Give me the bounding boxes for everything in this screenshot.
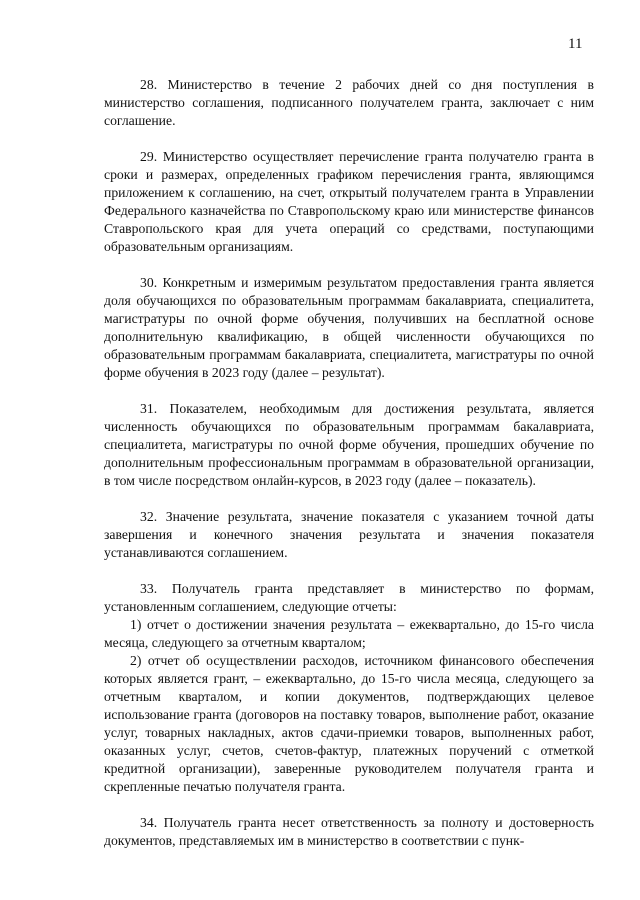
paragraph-30: 30. Конкретным и измеримым результатом предоставления гранта является доля обучающихся по образовательным программам бакалавриата, специалитета, магистратуры по очной форме обучения, получивших на бесплатной основе дополнительную квалификацию, в общей численности обучающихся по образовательным программам бакалавриата, специалитета, магистратуры по очной форме обучения в 2023 году (далее – результат).	[104, 275, 594, 380]
document-body	[104, 76, 594, 850]
paragraph-29: 29. Министерство осуществляет перечисление гранта получателю гранта в сроки и размерах, определенных графиком перечисления гранта, являющимся приложением к соглашению, на счет, открытый получателем гранта в Управлении Федерального казначейства по Ставропольскому краю или министерстве финансов Ставропольского края для учета операций со средствами, поступающими образовательным организациям.	[104, 149, 594, 254]
paragraph-33: 33. Получатель гранта представляет в министерство по формам, установленным соглашением, следующие отчеты:	[104, 581, 594, 614]
paragraph-33-item-2: 2) отчет об осуществлении расходов, источником финансового обеспечения которых является грант, – ежеквартально, до 15-го числа месяца, следующего за отчетным кварталом, и копии документов, подтверждающих целевое использование гранта (договоров на поставку товаров, выполнение работ, оказание услуг, товарных накладных, актов сдачи-приемки товаров, выполненных работ, оказанных услуг, счетов, счетов-фактур, платежных поручений с отметкой кредитной организации), заверенные руководителем получателя гранта и скрепленные печатью получателя гранта.	[104, 653, 594, 794]
paragraph-31: 31. Показателем, необходимым для достижения результата, является численность обучающихся по образовательным программам бакалавриата, специалитета, магистратуры по очной форме обучения, прошедших обучение по дополнительным профессиональным программам в образовательной организации, в том числе посредством онлайн-курсов, в 2023 году (далее – показатель).	[104, 401, 594, 488]
paragraph-28: 28. Министерство в течение 2 рабочих дней со дня поступления в министерство соглашения, подписанного получателем гранта, заключает с ним соглашение.	[104, 77, 594, 128]
paragraph-32: 32. Значение результата, значение показателя с указанием точной даты завершения и конечного значения результата и значения показателя устанавливаются соглашением.	[104, 509, 594, 560]
paragraph-33-item-1: 1) отчет о достижении значения результата – ежеквартально, до 15-го числа месяца, следующего за отчетным кварталом;	[104, 617, 594, 650]
paragraph-34: 34. Получатель гранта несет ответственность за полноту и достоверность документов, представляемых им в министерство в соответствии с пунк-	[104, 815, 594, 848]
page-number: 11	[568, 36, 583, 52]
